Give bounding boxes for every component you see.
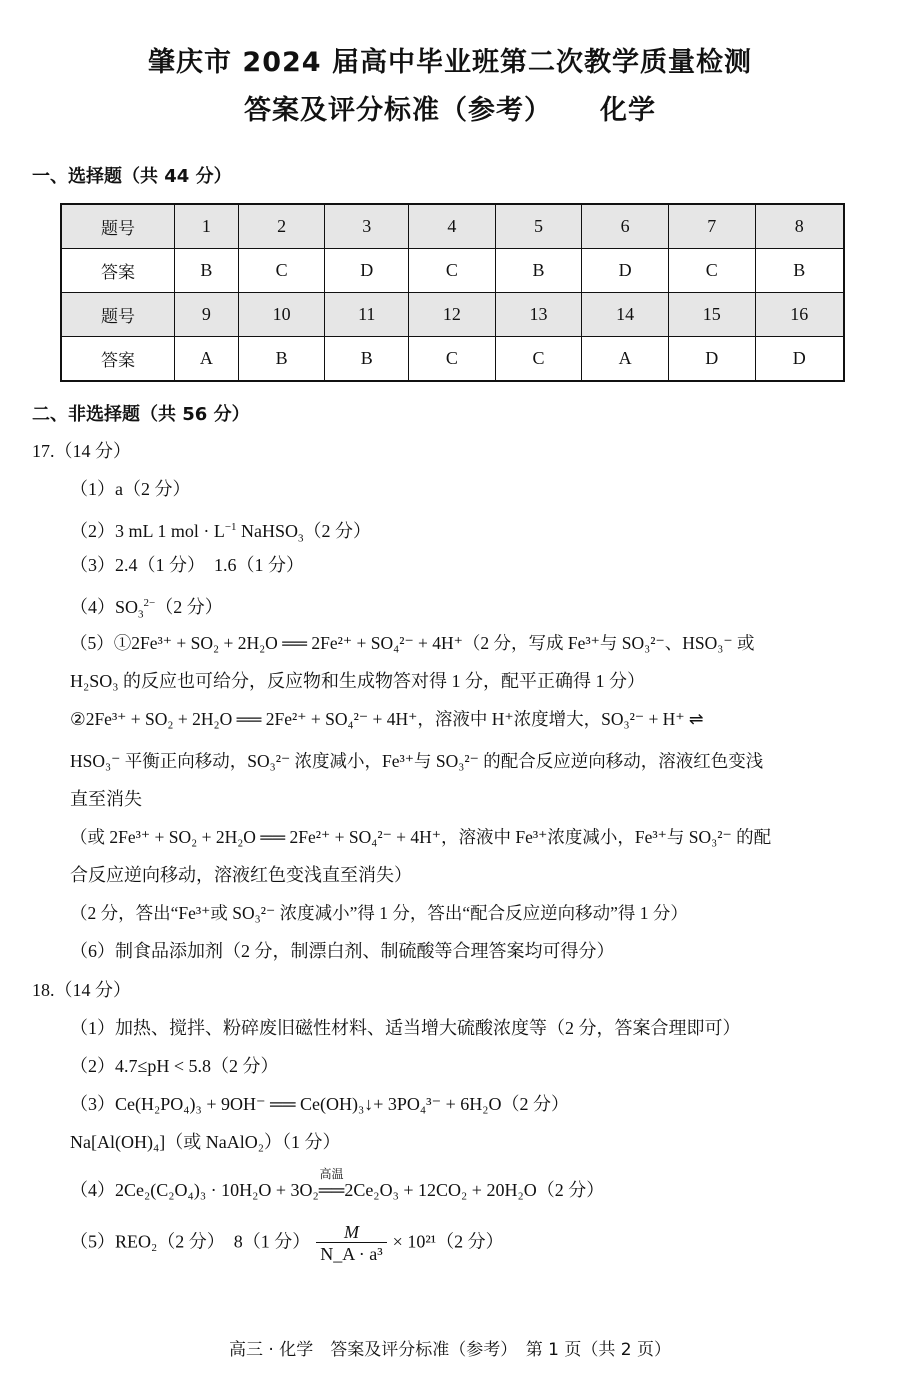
table-row [61, 293, 844, 337]
q18-part4-reactants: （4）2Ce₂(C₂O₄)₃ · 10H₂O + 3O₂ [70, 1180, 319, 1200]
section1-heading: 一、选择题（共 44 分） [32, 166, 232, 187]
fraction-denominator: N_A · a³ [320, 1244, 383, 1264]
q17-part4-sub: 3 [138, 608, 144, 621]
question-number: 14 [582, 293, 669, 337]
answer-cell: C [668, 249, 755, 293]
question-number: 13 [495, 293, 582, 337]
answer-cell: B [495, 249, 582, 293]
question-number: 9 [175, 293, 239, 337]
q18-part4 [70, 1167, 605, 1202]
q17-part4-text: （4）SO [70, 597, 139, 617]
question-number: 12 [409, 293, 496, 337]
q18-part3: （3）Ce(H₂PO₄)₃ + 9OH⁻ ══ Ce(OH)₃↓+ 3PO₄³⁻ + 6H₂O（2 分） [70, 1094, 569, 1114]
subject-label: 化学 [600, 95, 656, 126]
question-number: 11 [325, 293, 409, 337]
answer-table [60, 203, 845, 382]
question-number: 10 [238, 293, 325, 337]
question-number: 6 [582, 204, 669, 249]
reaction-equals: ══ [318, 1180, 345, 1200]
question-number: 7 [668, 204, 755, 249]
question-number: 16 [755, 293, 844, 337]
question-number: 2 [238, 204, 325, 249]
answer-cell: B [175, 249, 239, 293]
q17-part5-line1: （5）①2Fe³⁺ + SO₂ + 2H₂O ══ 2Fe²⁺ + SO₄²⁻ + 4H⁺（2 分，写成 Fe³⁺与 SO₃²⁻、HSO₃⁻ 或 [70, 633, 755, 653]
fraction-numerator: M [316, 1222, 386, 1243]
row-label: 题号 [61, 204, 175, 249]
q17-part5-line8: （2 分，答出“Fe³⁺或 SO₃²⁻ 浓度减小”得 1 分，答出“配合反应逆向移动”得 1 分） [70, 903, 688, 923]
reaction-condition: 高温 [319, 1167, 344, 1181]
q17-part2-formula: NaHSO [236, 521, 299, 541]
q18-part4-products: 2Ce₂O₃ + 12CO₂ + 20H₂O（2 分） [344, 1180, 605, 1200]
q17-part2-text: （2）3 mL 1 mol · L [70, 521, 225, 541]
question-number: 15 [668, 293, 755, 337]
density-fraction [316, 1222, 386, 1265]
page-footer: 高三 · 化学 答案及评分标准（参考） 第 1 页（共 2 页） [229, 1340, 671, 1360]
q18-heading: 18.（14 分） [32, 980, 131, 1000]
answer-cell: C [409, 249, 496, 293]
row-label: 题号 [61, 293, 175, 337]
q17-part2 [70, 515, 371, 551]
q17-part2-sub: 3 [298, 532, 304, 545]
q17-part5-line3: ②2Fe³⁺ + SO₂ + 2H₂O ══ 2Fe²⁺ + SO₄²⁻ + 4H⁺，溶液中 H⁺浓度增大，SO₃²⁻ + H⁺ ⇌ [70, 709, 704, 729]
q17-part2-score: （2 分） [303, 521, 372, 541]
q17-heading: 17.（14 分） [32, 441, 131, 461]
question-number: 5 [495, 204, 582, 249]
q17-part4-sup: 2− [143, 597, 156, 609]
answer-cell: D [755, 337, 844, 382]
q17-part5-line6: （或 2Fe³⁺ + SO₂ + 2H₂O ══ 2Fe²⁺ + SO₄²⁻ + 4H⁺，溶液中 Fe³⁺浓度减小，Fe³⁺与 SO₃²⁻ 的配 [70, 827, 772, 847]
q18-part1: （1）加热、搅拌、粉碎废旧磁性材料、适当增大硫酸浓度等（2 分，答案合理即可） [70, 1018, 741, 1038]
q18-part5-score: × 10²¹（2 分） [392, 1231, 504, 1252]
q17-part4-score: （2 分） [155, 597, 223, 617]
question-number: 8 [755, 204, 844, 249]
q17-part2-sup: −1 [224, 521, 237, 533]
q18-part5-text: （5）REO₂（2 分） 8（1 分） [70, 1231, 311, 1252]
section2-heading: 二、非选择题（共 56 分） [32, 404, 250, 425]
answer-cell: D [582, 249, 669, 293]
q17-part5-line2: H₂SO₃ 的反应也可给分，反应物和生成物答对得 1 分，配平正确得 1 分） [70, 671, 646, 691]
answer-cell: C [238, 249, 325, 293]
question-number: 3 [325, 204, 409, 249]
q17-part3: （3）2.4（1 分） 1.6（1 分） [70, 555, 304, 575]
answer-cell: B [325, 337, 409, 382]
reaction-arrow [318, 1167, 345, 1202]
answer-cell: D [668, 337, 755, 382]
subtitle-label: 答案及评分标准（参考） [244, 95, 552, 126]
document-subtitle [0, 88, 900, 127]
q17-part5-line7: 合反应逆向移动，溶液红色变浅直至消失） [70, 865, 412, 885]
answer-cell: D [325, 249, 409, 293]
table-row [61, 249, 844, 293]
q18-part3-line2: Na[Al(OH)₄]（或 NaAlO₂）（1 分） [70, 1132, 341, 1152]
question-number: 4 [409, 204, 496, 249]
document-title: 肇庆市 2024 届高中毕业班第二次教学质量检测 [148, 47, 752, 78]
q17-part1: （1）a（2 分） [70, 479, 191, 499]
q17-part5-line5: 直至消失 [70, 789, 142, 809]
table-row [61, 337, 844, 382]
q18-part5 [70, 1222, 504, 1265]
answer-cell: A [175, 337, 239, 382]
answer-cell: B [238, 337, 325, 382]
q17-part5-line4: HSO₃⁻ 平衡正向移动，SO₃²⁻ 浓度减小，Fe³⁺与 SO₃²⁻ 的配合反应逆向移动，溶液红色变浅 [70, 751, 764, 771]
table-row [61, 204, 844, 249]
q17-part4 [70, 591, 223, 627]
q18-part2: （2）4.7≤pH < 5.8（2 分） [70, 1056, 279, 1076]
answer-cell: B [755, 249, 844, 293]
answer-cell: C [495, 337, 582, 382]
answer-cell: C [409, 337, 496, 382]
row-label: 答案 [61, 337, 175, 382]
q17-part6: （6）制食品添加剂（2 分，制漂白剂、制硫酸等合理答案均可得分） [70, 941, 615, 961]
question-number: 1 [175, 204, 239, 249]
row-label: 答案 [61, 249, 175, 293]
answer-cell: A [582, 337, 669, 382]
